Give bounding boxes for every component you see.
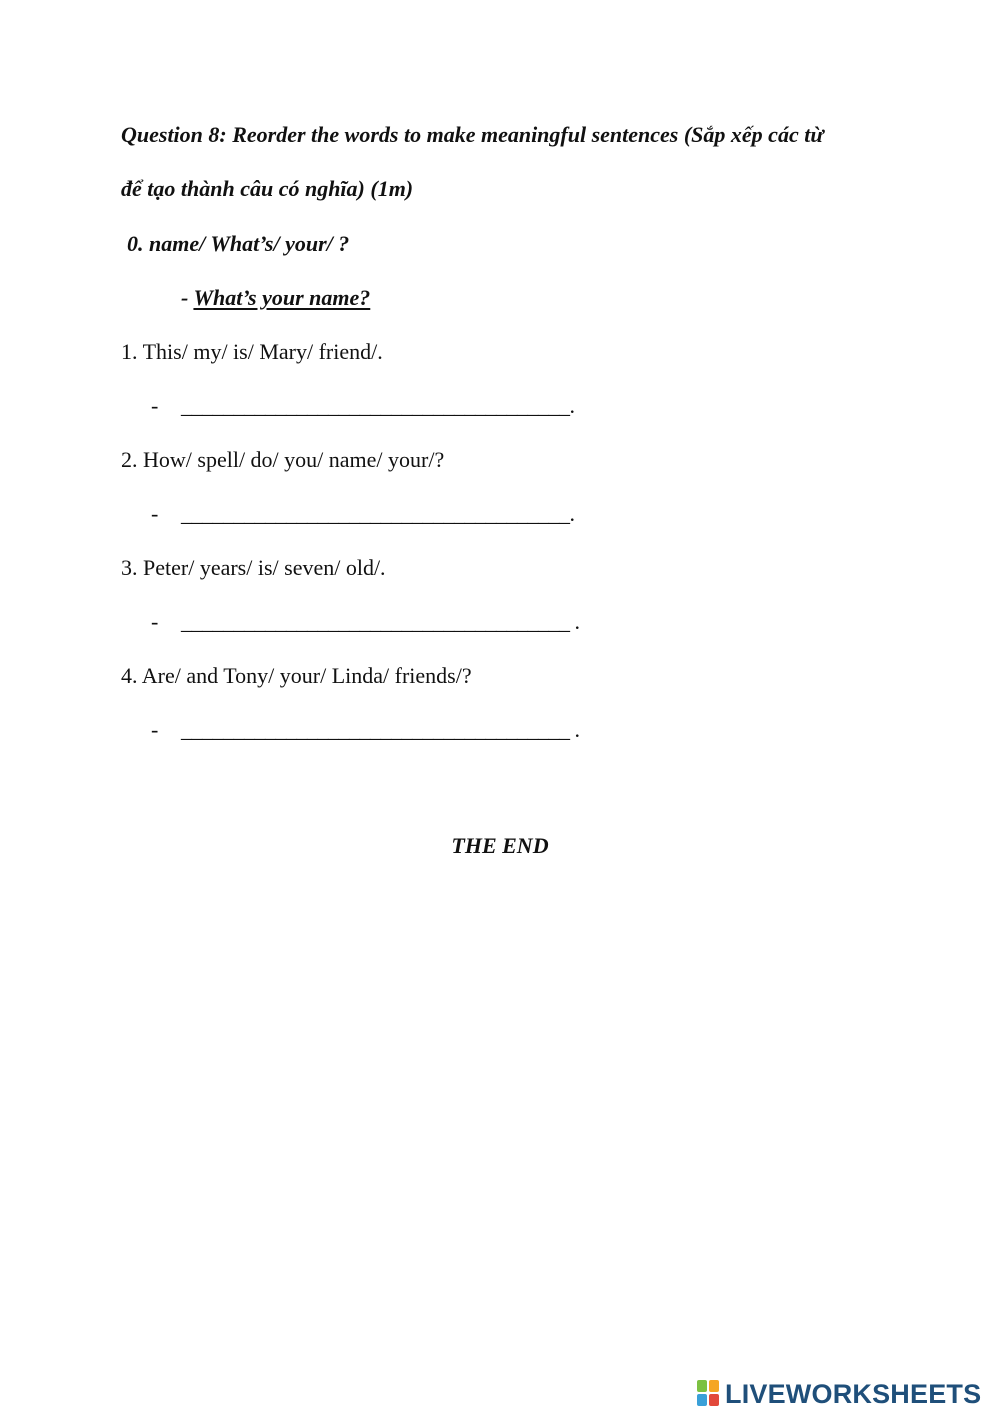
item-4-answer-blank[interactable]: _____________________________________ . bbox=[181, 717, 580, 742]
item-1-prompt: 1. This/ my/ is/ Mary/ friend/. bbox=[121, 339, 383, 364]
question-title-line-2: để tạo thành câu có nghĩa) (1m) bbox=[121, 176, 414, 201]
item-1-answer-blank[interactable]: _____________________________________. bbox=[181, 393, 575, 418]
item-2-answer-blank[interactable]: _____________________________________. bbox=[181, 501, 575, 526]
liveworksheets-watermark bbox=[697, 1378, 981, 1410]
item-1-dash: - bbox=[151, 393, 159, 418]
item-2-prompt: 2. How/ spell/ do/ you/ name/ your/? bbox=[121, 447, 445, 472]
example-answer bbox=[181, 284, 370, 312]
example-answer-text: What’s your name? bbox=[193, 285, 371, 310]
item-4-dash: - bbox=[151, 717, 159, 742]
item-3-answer-blank[interactable]: _____________________________________ . bbox=[181, 609, 580, 634]
the-end-label: THE END bbox=[451, 833, 549, 858]
liveworksheets-logo-icon bbox=[697, 1380, 721, 1408]
question-title-line-1: Question 8: Reorder the words to make meaningful sentences (Sắp xếp các từ bbox=[121, 122, 824, 147]
item-2-dash: - bbox=[151, 501, 159, 526]
example-answer-prefix: - bbox=[181, 285, 194, 310]
example-prompt: 0. name/ What’s/ your/ ? bbox=[127, 231, 350, 256]
liveworksheets-wordmark: LIVEWORKSHEETS bbox=[725, 1378, 982, 1409]
item-3-dash: - bbox=[151, 609, 159, 634]
item-3-prompt: 3. Peter/ years/ is/ seven/ old/. bbox=[121, 555, 386, 580]
item-4-prompt: 4. Are/ and Tony/ your/ Linda/ friends/? bbox=[121, 663, 472, 688]
